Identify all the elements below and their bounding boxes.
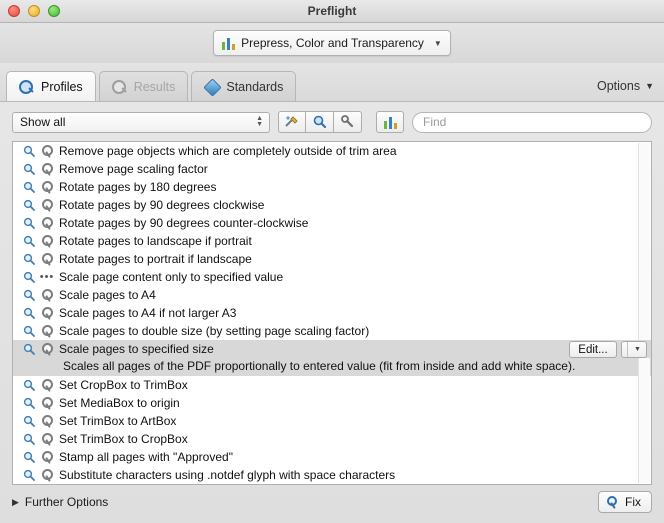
wrench-icon [39, 199, 55, 212]
selected-item-description: Scales all pages of the PDF proportionally to entered value (fit from inside and add white space). [13, 358, 651, 376]
magnifier-icon [21, 415, 37, 428]
search-placeholder: Find [423, 115, 447, 129]
list-item-label: Set CropBox to TrimBox [59, 378, 188, 392]
magnifier-icon [21, 163, 37, 176]
chevron-down-icon: ▼ [645, 81, 654, 91]
magnifier-icon [21, 451, 37, 464]
tab-standards-label: Standards [226, 79, 284, 94]
list-item[interactable] [13, 142, 651, 160]
magnifier-icon [21, 343, 37, 356]
bottom-bar [0, 481, 664, 523]
list-item[interactable] [13, 430, 651, 448]
magnifier-icon [21, 307, 37, 320]
wrench-icon [39, 343, 55, 356]
magnifier-icon [19, 79, 35, 95]
list-item-label: Substitute characters using .notdef glyph with space characters [59, 468, 396, 482]
list-item-label: Rotate pages to portrait if landscape [59, 252, 252, 266]
edit-button[interactable]: Edit... [569, 341, 617, 358]
show-filter-select[interactable] [12, 112, 270, 133]
toolbar [0, 23, 664, 63]
list-item-label: Stamp all pages with "Approved" [59, 450, 233, 464]
magnifier-icon [21, 199, 37, 212]
list-item[interactable] [13, 178, 651, 196]
wrench-icon [39, 379, 55, 392]
wrench-icon [39, 451, 55, 464]
chevron-down-icon: ▼ [634, 346, 641, 353]
new-profile-button[interactable] [278, 111, 306, 133]
bar-chart-icon [222, 37, 235, 50]
wrench-icon [340, 115, 356, 129]
magnifier-icon [21, 325, 37, 338]
wrench-icon [39, 397, 55, 410]
ellipsis-icon: ••• [39, 271, 55, 283]
further-options-disclosure[interactable] [12, 495, 108, 509]
magnifier-icon [312, 115, 328, 129]
list-item-label: Scale pages to specified size [59, 342, 214, 356]
zoom-button[interactable] [48, 5, 60, 17]
wrench-icon [39, 469, 55, 482]
wrench-icon [39, 433, 55, 446]
triangle-right-icon: ▶ [12, 496, 19, 507]
magnifier-icon [21, 271, 37, 284]
list-item[interactable] [13, 448, 651, 466]
tab-profiles[interactable] [6, 71, 96, 101]
magnifier-icon [21, 469, 37, 482]
wrench-icon [39, 217, 55, 230]
list-item-label: Rotate pages by 180 degrees [59, 180, 217, 194]
tab-results[interactable] [99, 71, 189, 101]
list-item-label: Scale pages to double size (by setting page scaling factor) [59, 324, 370, 338]
list-item-label: Remove page scaling factor [59, 162, 208, 176]
close-button[interactable] [8, 5, 20, 17]
list-item[interactable] [13, 196, 651, 214]
list-item[interactable] [13, 412, 651, 430]
report-button[interactable] [376, 111, 404, 133]
chevron-down-icon: ▼ [433, 38, 442, 48]
profile-action-buttons [278, 111, 362, 133]
list-item[interactable] [13, 214, 651, 232]
diamond-icon [204, 79, 220, 95]
list-item-label: Rotate pages to landscape if portrait [59, 234, 252, 248]
show-filter-value: Show all [20, 115, 66, 129]
wand-icon [284, 115, 300, 129]
list-item-label: Scale pages to A4 if not larger A3 [59, 306, 237, 320]
tab-standards[interactable] [191, 71, 296, 101]
filter-row [0, 102, 664, 141]
fixup-list[interactable] [12, 141, 652, 485]
title-bar [0, 0, 664, 23]
wrench-icon [39, 253, 55, 266]
list-item[interactable] [13, 232, 651, 250]
magnifier-icon [112, 79, 128, 95]
options-menu-button[interactable] [597, 79, 654, 93]
wrench-icon [39, 325, 55, 338]
magnifier-icon [21, 397, 37, 410]
wrench-icon [39, 235, 55, 248]
fix-button[interactable] [598, 491, 652, 513]
wrench-icon [39, 289, 55, 302]
list-item[interactable] [13, 394, 651, 412]
list-item[interactable] [13, 268, 651, 286]
settings-button[interactable] [334, 111, 362, 133]
magnifier-icon [21, 379, 37, 392]
tab-results-label: Results [133, 79, 176, 94]
list-item-label: Scale pages to A4 [59, 288, 156, 302]
tab-bar [0, 63, 664, 102]
magnifier-icon [21, 253, 37, 266]
magnifier-icon [21, 181, 37, 194]
list-item-label: Set TrimBox to ArtBox [59, 414, 177, 428]
list-item[interactable] [13, 286, 651, 304]
magnifier-icon [21, 433, 37, 446]
fix-button-label: Fix [625, 495, 641, 509]
list-item-label: Set TrimBox to CropBox [59, 432, 188, 446]
window-controls[interactable] [8, 5, 60, 17]
tab-profiles-label: Profiles [41, 79, 83, 94]
wrench-icon [39, 181, 55, 194]
magnifier-icon [21, 145, 37, 158]
wrench-icon [39, 307, 55, 320]
magnifier-icon [21, 289, 37, 302]
list-item-label: Set MediaBox to origin [59, 396, 180, 410]
wrench-icon [39, 415, 55, 428]
wrench-icon [39, 163, 55, 176]
divider [627, 342, 628, 357]
list-item[interactable] [13, 322, 651, 340]
magnifier-icon [21, 235, 37, 248]
list-item-label: Scale page content only to specified value [59, 270, 284, 284]
list-item-label: Rotate pages by 90 degrees clockwise [59, 198, 265, 212]
list-item[interactable] [13, 304, 651, 322]
options-menu-label: Options [596, 79, 641, 93]
list-item[interactable] [13, 160, 651, 178]
window-title: Preflight [307, 4, 357, 18]
list-item[interactable] [13, 376, 651, 394]
bar-chart-icon [384, 116, 397, 129]
profile-popup-label: Prepress, Color and Transparency [241, 36, 424, 50]
list-item-label: Remove page objects which are completely outside of trim area [59, 144, 397, 158]
inspect-profile-button[interactable] [306, 111, 334, 133]
list-item-selected[interactable] [13, 340, 651, 358]
list-item[interactable] [13, 250, 651, 268]
further-options-label: Further Options [24, 495, 109, 509]
magnifier-icon [21, 217, 37, 230]
wrench-icon [39, 145, 55, 158]
edit-split-button[interactable] [621, 341, 647, 358]
magnifier-icon [606, 495, 620, 509]
search-input[interactable] [412, 112, 652, 133]
profile-popup-button[interactable] [213, 30, 451, 56]
list-item-label: Rotate pages by 90 degrees counter-clockwise [59, 216, 309, 230]
minimize-button[interactable] [28, 5, 40, 17]
chevron-updown-icon: ▲ ▼ [256, 114, 263, 128]
